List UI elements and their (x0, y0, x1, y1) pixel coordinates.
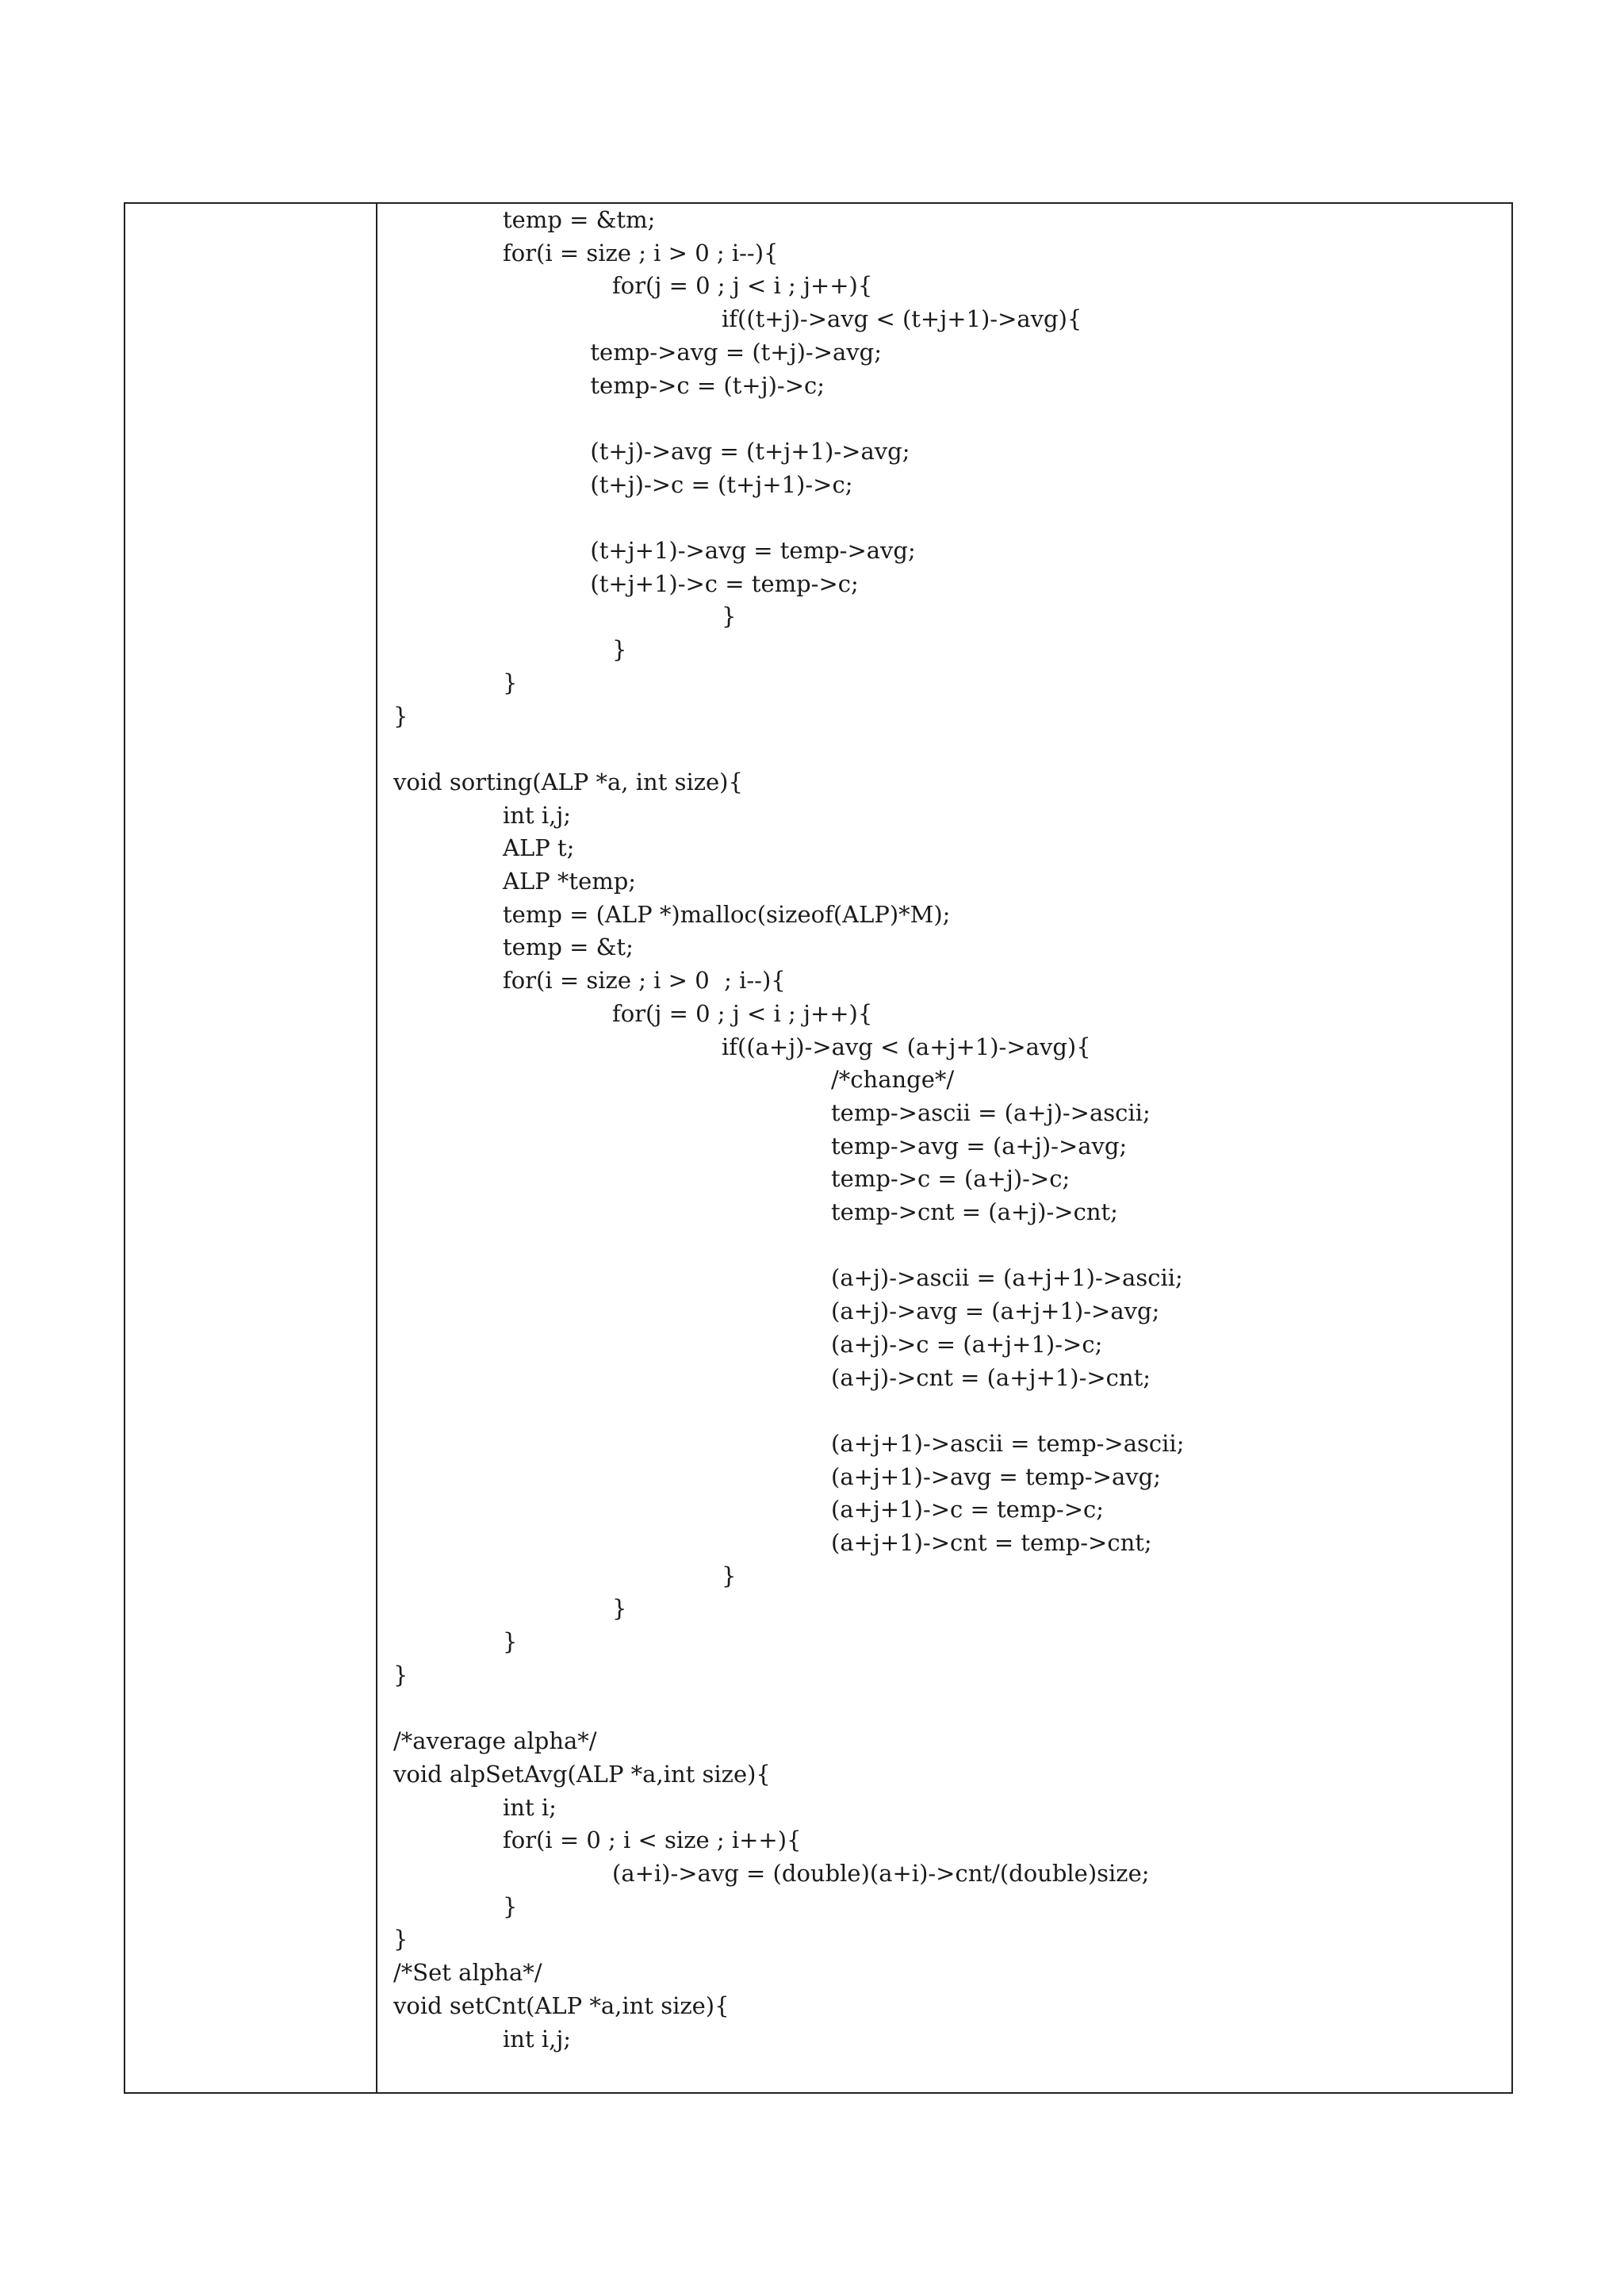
code-line: } (722, 603, 737, 631)
code-line: int i; (503, 1793, 557, 1821)
code-line: temp->cnt = (a+j)->cnt; (831, 1198, 1118, 1225)
code-line: } (503, 1892, 518, 1920)
code-line: (a+j+1)->avg = temp->avg; (831, 1462, 1162, 1490)
code-line: } (612, 636, 627, 664)
code-line: (a+j+1)->ascii = temp->ascii; (831, 1429, 1185, 1457)
code-line: } (503, 1628, 518, 1656)
code-line: for(j = 0 ; j < i ; j++){ (612, 272, 873, 300)
code-line: void setCnt(ALP *a,int size){ (393, 1991, 730, 2019)
code-line: void sorting(ALP *a, int size){ (393, 768, 743, 795)
code-line: ALP *temp; (503, 868, 637, 895)
code-line: temp = &tm; (503, 206, 656, 233)
code-line: (a+j+1)->c = temp->c; (831, 1496, 1105, 1524)
code-line: } (393, 1661, 408, 1688)
code-line: (t+j)->avg = (t+j+1)->avg; (590, 437, 910, 465)
code-line: /*average alpha*/ (393, 1727, 597, 1755)
code-line: (a+j)->avg = (a+j+1)->avg; (831, 1297, 1160, 1325)
code-line: void alpSetAvg(ALP *a,int size){ (393, 1760, 771, 1788)
code-line: temp = (ALP *)malloc(sizeof(ALP)*M); (503, 900, 951, 928)
code-line: for(j = 0 ; j < i ; j++){ (612, 999, 873, 1027)
code-line: temp->c = (a+j)->c; (831, 1165, 1071, 1193)
code-line: temp->c = (t+j)->c; (590, 371, 825, 399)
code-line: temp->avg = (t+j)->avg; (590, 338, 883, 366)
code-line: temp = &t; (503, 933, 634, 961)
code-line: (a+j+1)->cnt = temp->cnt; (831, 1529, 1152, 1556)
document-table (124, 202, 1513, 2094)
code-line: temp->ascii = (a+j)->ascii; (831, 1098, 1151, 1126)
code-line: temp->avg = (a+j)->avg; (831, 1132, 1128, 1159)
code-line: } (503, 669, 518, 696)
code-line: /*change*/ (831, 1066, 955, 1094)
code-line: if((t+j)->avg < (t+j+1)->avg){ (722, 305, 1082, 333)
code-line: /*Set alpha*/ (393, 1959, 542, 1987)
code-line: } (722, 1562, 737, 1589)
code-line: int i,j; (503, 2025, 572, 2053)
code-line: } (393, 1926, 408, 1953)
code-line: if((a+j)->avg < (a+j+1)->avg){ (722, 1033, 1091, 1060)
code-line: (a+j)->c = (a+j+1)->c; (831, 1330, 1103, 1358)
code-line: } (612, 1595, 627, 1623)
code-line: } (393, 702, 408, 730)
code-line: (a+j)->ascii = (a+j+1)->ascii; (831, 1264, 1183, 1292)
code-line: (t+j)->c = (t+j+1)->c; (590, 470, 853, 498)
code-line: int i,j; (503, 801, 572, 829)
left-label-column (125, 204, 377, 2092)
code-line: (a+i)->avg = (double)(a+i)->cnt/(double)size; (612, 1860, 1150, 1887)
code-line: for(i = size ; i > 0 ; i--){ (503, 239, 779, 266)
code-line: (t+j+1)->c = temp->c; (590, 569, 859, 597)
code-line: for(i = 0 ; i < size ; i++){ (503, 1826, 802, 1854)
code-line: ALP t; (503, 834, 575, 862)
code-line: for(i = size ; i > 0 ; i--){ (503, 967, 786, 995)
code-line: (a+j)->cnt = (a+j+1)->cnt; (831, 1363, 1151, 1391)
code-line: (t+j+1)->avg = temp->avg; (590, 537, 916, 564)
code-column (377, 204, 1511, 2092)
